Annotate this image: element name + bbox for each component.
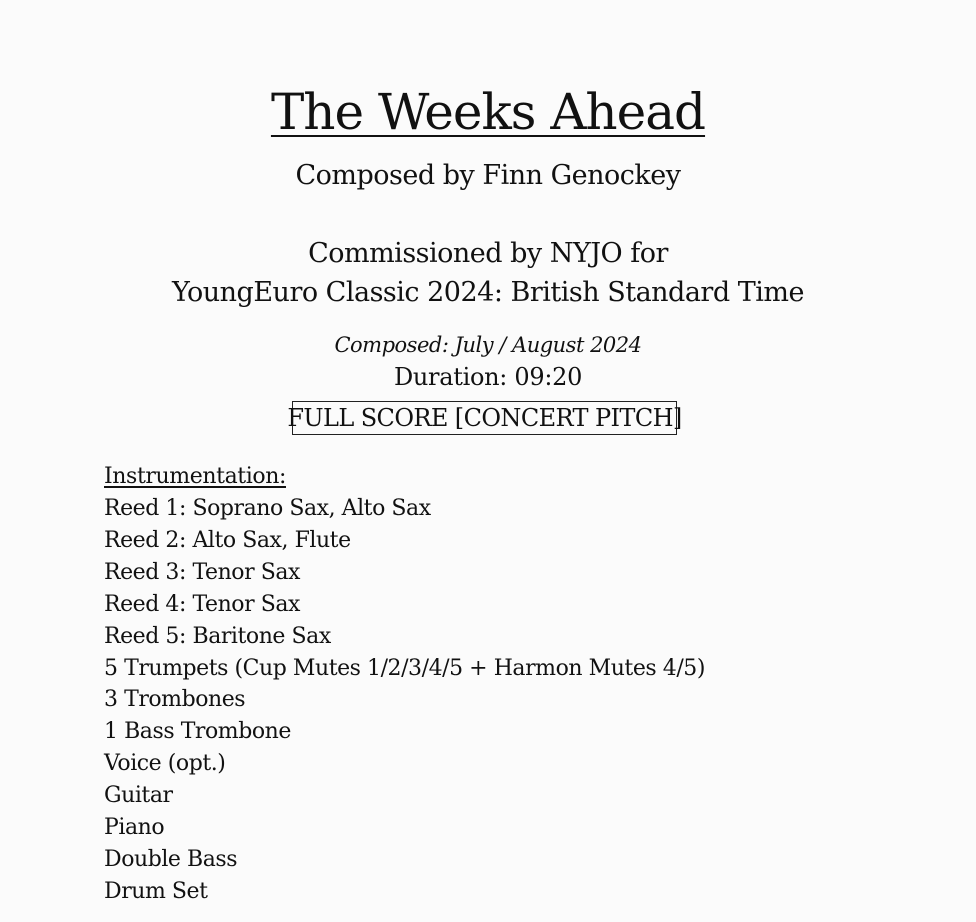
commission-line-2: YoungEuro Classic 2024: British Standard Time (172, 277, 804, 308)
instrument-list-item: 5 Trumpets (Cup Mutes 1/2/3/4/5 + Harmon Mutes 4/5) (104, 655, 705, 681)
instrument-list-item: Guitar (104, 783, 173, 809)
instrument-list (104, 493, 864, 908)
instrument-list-item: 3 Trombones (104, 687, 246, 713)
instrumentation-heading: Instrumentation: (104, 464, 286, 489)
duration: Duration: 09:20 (393, 363, 583, 391)
full-score-label: FULL SCORE [CONCERT PITCH] (292, 401, 677, 435)
commission-line-1: Commissioned by NYJO for (308, 238, 668, 269)
instrument-list-item: Double Bass (104, 846, 238, 872)
instrument-list-item: Reed 3: Tenor Sax (104, 559, 300, 585)
composer-credit: Composed by Finn Genockey (295, 160, 681, 191)
instrument-list-item: Drum Set (104, 878, 208, 904)
instrument-list-item: Reed 2: Alto Sax, Flute (104, 527, 351, 553)
instrument-list-item: Voice (opt.) (104, 751, 226, 777)
instrumentation-section (104, 461, 864, 908)
instrument-list-item: Piano (104, 815, 165, 841)
instrument-list-item: Reed 4: Tenor Sax (104, 591, 300, 617)
instrument-list-item: Reed 1: Soprano Sax, Alto Sax (104, 496, 431, 521)
instrument-list-item: Reed 5: Baritone Sax (104, 623, 331, 649)
page-title: The Weeks Ahead (270, 83, 706, 141)
composed-date: Composed: July / August 2024 (334, 333, 642, 357)
instrument-list-item: 1 Bass Trombone (104, 719, 291, 745)
